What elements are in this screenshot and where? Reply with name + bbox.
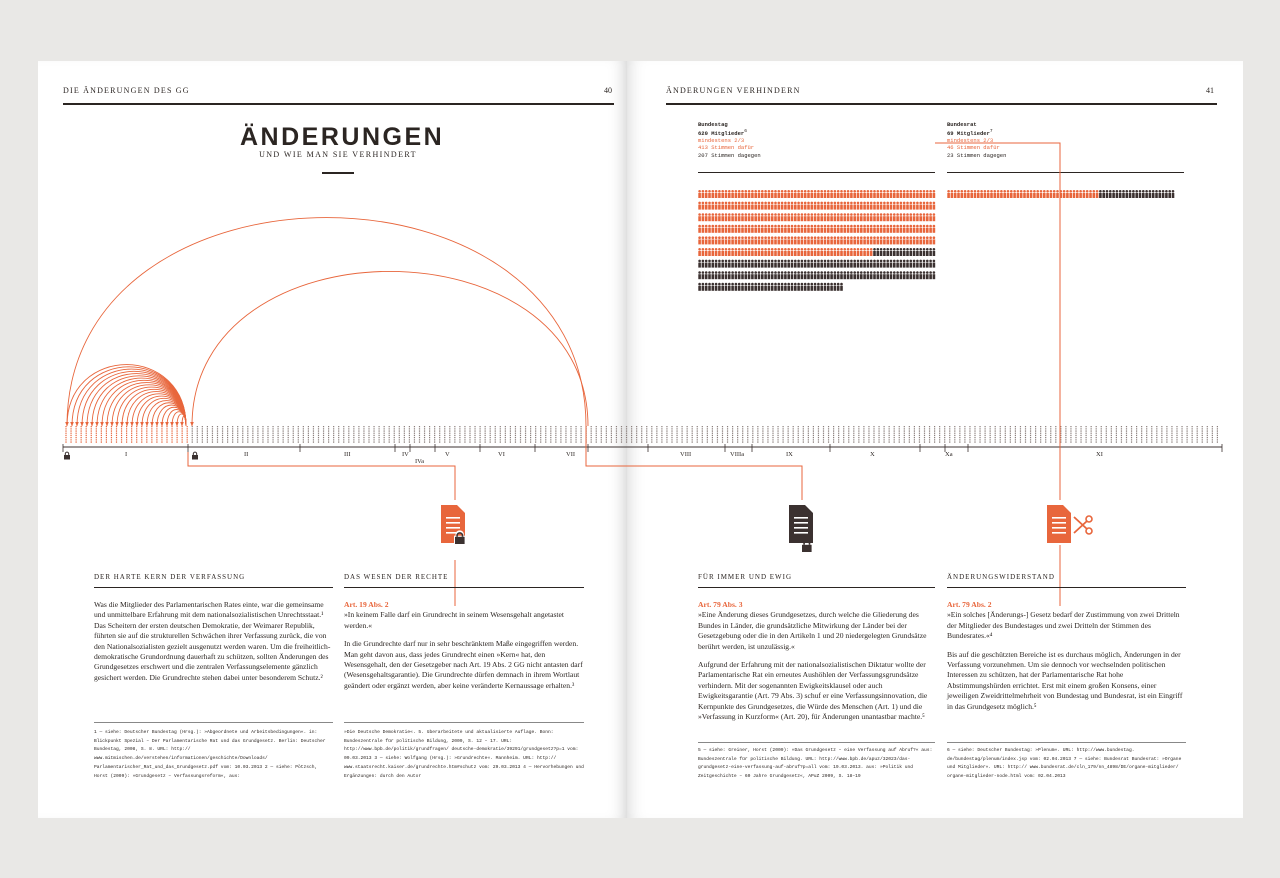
section-text-ewig: Aufgrund der Erfahrung mit der nationalsozialistischen Diktatur wollte der Parlamentarische Rat ein erneutes Aushöhlen der Verfassungsgrundsätze verhindern. Mit der sogenannten Ewigkeitsklausel oder auch Ewigkeitsgarantie (Art. 79 Abs. 3) schuf er eine Verfassungsinnovation, die Kernpunkte des Grundgesetzes, die Würde des Menschen (Art. 1) und die »Verfassung in Kurzform« (Art. 20), für Änderungen unantastbar machte.⁵ bbox=[698, 660, 928, 722]
timeline-section-label: X bbox=[870, 451, 875, 458]
section-body-wesen bbox=[344, 600, 584, 699]
section-heading-wesen: DAS WESEN DER RECHTE bbox=[344, 573, 449, 581]
section-heading-kern: DER HARTE KERN DER VERFASSUNG bbox=[94, 573, 246, 581]
header-rule-left bbox=[63, 103, 614, 105]
timeline-section-label: VII bbox=[566, 451, 576, 458]
article-ref-widerstand: Art. 79 Abs. 2 bbox=[947, 600, 992, 609]
bundesrat-rule bbox=[947, 172, 1184, 173]
bundestag-yes: 413 Stimmen dafür bbox=[698, 144, 755, 152]
running-head-right: ÄNDERUNGEN VERHINDERN bbox=[666, 86, 801, 95]
header-rule-right bbox=[666, 103, 1217, 105]
quote-ewig: »Eine Änderung dieses Grundgesetzes, durch welche die Gliederung des Bundes in Länder, die grundsätzliche Mitwirkung der Länder bei der Gesetzgebung oder die in den Artikeln 1 und 20 niedergelegten Grundsätze berührt werden, ist unzulässig.« bbox=[698, 610, 927, 651]
timeline-section-label: IV bbox=[402, 451, 409, 458]
bundesrat-yes: 46 Stimmen dafür bbox=[947, 144, 1000, 152]
section-text-kern: Was die Mitglieder des Parlamentarischen Rates einte, war die gemeinsame und unmittelbare Erfahrung mit dem nationalsozialistischen Unrechtsstaat.¹ Das Scheitern der ersten deutschen Demokratie, der Weimarer Republik, führten sie auf die strukturellen Schwächen ihrer Verfassung zurück, die von den Nationalsozialisten gezielt ausgenutzt werden waren. Um die freiheitlich-demokratische Grundordnung dauerhaft zu schützen, sollten Änderungen des Grundgesetzes erschwert und die zentralen Verfassungselemente gänzlich gesichert werden. Die Grundrechte stehen dabei unter besonderem Schutz.² bbox=[94, 600, 331, 682]
footnotes-wesen: »Die Deutsche Demokratie«. 5. überarbeitete und aktualisierte Auflage. Bonn: Bundeszentrale für politische Bildung, 2009, S. 12 – 17. URL: http://www.bpb.de/politik/grundfragen/ deutsche-demokratie/39291/grundgesetz?p=1 vom: 09.03.2013 3 — siehe: Wolfgang (Hrsg.): »Grundrechte«. Mannheim. URL: http:// www.staatsrecht.kaiser.de/grundrechte.htm#schutz vom: 29.03.2013 4 — Hervorhebungen und Ergänzungen: durch den Autor bbox=[344, 730, 584, 779]
page-number-left: 40 bbox=[604, 86, 612, 95]
timeline-section-label: VI bbox=[498, 451, 505, 458]
bundesrat-threshold: mindestens 2/3 bbox=[947, 137, 994, 145]
timeline-section-label: VIIIa bbox=[730, 451, 745, 458]
section-rule-kern bbox=[94, 587, 333, 588]
quote-widerstand: »Ein solches [Änderungs-] Gesetz bedarf der Zustimmung von zwei Dritteln der Mitglieder des Bundestages und zwei Dritteln der Stimmen des Bundesrates.«⁴ bbox=[947, 610, 1180, 641]
page-number-right: 41 bbox=[1206, 86, 1214, 95]
section-text-wesen: In die Grundrechte darf nur in sehr beschränktem Maße eingegriffen werden. Man geht davon aus, dass jedes Grundrecht einen »Kern« hat, den Wesensgehalt, den der Gesetzgeber nach Art. 19 Abs. 2 GG nicht antasten darf (Wesensgehaltsgarantie). Die Grundrechte dürfen demnach in ihrem Wortlaut geändert oder ergänzt werden, aber keine veränderte Kernaussage erhalten.³ bbox=[344, 639, 583, 690]
timeline-section-label: I bbox=[125, 451, 128, 458]
running-head-left: DIE ÄNDERUNGEN DES GG bbox=[63, 86, 190, 95]
timeline-section-label: III bbox=[344, 451, 351, 458]
section-heading-widerstand: ÄNDERUNGSWIDERSTAND bbox=[947, 573, 1055, 581]
section-heading-ewig: FÜR IMMER UND EWIG bbox=[698, 573, 793, 581]
timeline-section-label: IVa bbox=[415, 458, 425, 465]
timeline-section-label: II bbox=[244, 451, 249, 458]
bundestag-stats bbox=[698, 121, 761, 159]
timeline-section-label: XI bbox=[1096, 451, 1103, 458]
left-page bbox=[38, 61, 627, 818]
page-title: ÄNDERUNGEN bbox=[240, 123, 445, 151]
bundestag-members-note: 6 bbox=[744, 129, 747, 135]
bundestag-name: Bundestag bbox=[698, 121, 728, 128]
section-rule-widerstand bbox=[947, 587, 1186, 588]
bundesrat-members-note: 7 bbox=[989, 129, 993, 135]
footnotes-widerstand: 6 — siehe: Deutscher Bundestag: »Plenum«. URL: http://www.bundestag. de/bundestag/plenum/index.jsp vom: 02.04.2013 7 — siehe: Bundesrat Bundesrat: »Organe und Mitglieder«. URL: http:// www.bundesrat.de/cln_179/nn_4898/DE/organe-mitglieder/ organe-mitglieder-node.html vom: 02.04.2013 bbox=[947, 748, 1182, 780]
footnote-rule-3 bbox=[698, 742, 935, 743]
article-ref-wesen: Art. 19 Abs. 2 bbox=[344, 600, 389, 609]
page-subtitle: UND WIE MAN SIE VERHINDERT bbox=[259, 150, 417, 159]
section-body-ewig bbox=[698, 600, 935, 730]
section-text-widerstand: Bis auf die geschützten Bereiche ist es durchaus möglich, Änderungen in der Verfassung vorzunehmen. Um sie dennoch vor wechselnden politischen Interessen zu schützen, hat der Parlamentarische Rat hohe Abstimmungshürden errichtet. Erst mit einem großen Konsens, einer jeweiligen Zweidrittelmehrheit von Bundestag und Bundesrat, ist ein Eingriff in das Grundgesetz möglich.⁵ bbox=[947, 649, 1183, 711]
bundesrat-name: Bundesrat bbox=[947, 121, 977, 128]
timeline-section-label: Xa bbox=[945, 451, 953, 458]
bundesrat-stats bbox=[947, 121, 1006, 159]
footnotes-ewig: 5 — siehe: Greiner, Horst (2009): »Das Grundgesetz – eine Verfassung auf Abruf?« aus: Bundeszentrale für politische Bildung. URL: http://www.bpb.de/apuz/32023/das-grundgesetz-eine-verfassung-auf-abruf?p=all vom: 19.03.2013. aus: »Politik und Zeitgeschichte – 60 Jahre Grundgesetz«, APuZ 2009, S. 18–19 bbox=[698, 748, 933, 780]
timeline-section-label: IX bbox=[786, 451, 793, 458]
section-rule-wesen bbox=[344, 587, 584, 588]
bundestag-rule bbox=[698, 172, 935, 173]
bundesrat-no: 23 Stimmen dagegen bbox=[947, 151, 1007, 159]
bundestag-members: 620 Mitglieder bbox=[698, 130, 745, 138]
quote-wesen: »In keinem Falle darf ein Grundrecht in seinem Wesensgehalt angetastet werden.« bbox=[344, 610, 565, 630]
section-body-kern bbox=[94, 600, 333, 691]
article-ref-ewig: Art. 79 Abs. 3 bbox=[698, 600, 743, 609]
footnote-rule-1 bbox=[94, 722, 333, 723]
title-divider bbox=[322, 172, 354, 174]
bundesrat-members: 69 Mitglieder bbox=[947, 130, 990, 138]
timeline-section-label: VIII bbox=[680, 451, 692, 458]
bundestag-no: 207 Stimmen dagegen bbox=[698, 151, 761, 159]
section-rule-ewig bbox=[698, 587, 935, 588]
bundestag-threshold: mindestens 2/3 bbox=[698, 137, 745, 145]
footnote-rule-4 bbox=[947, 742, 1186, 743]
timeline-section-label: V bbox=[445, 451, 450, 458]
footnotes-kern: 1 — siehe: Deutscher Bundestag (Hrsg.): »Abgeordnete und Arbeitsbedingungen«. in: Blickpunkt Spezial – Der Parlamentarische Rat und das Grundgesetz. Berlin: Deutscher Bundestag, 2008, S. 8. URL: http:// www.mitmischen.de/verstehen/informationen/geschichte/Downloads/ Parlamentarischer_Rat_und_das_Grundgesetz.pdf vom: 10.03.2013 2 — siehe: Pötzsch, Horst (2009): »Grundgesetz – Verfassungsreform«, aus: bbox=[94, 730, 326, 779]
footnote-rule-2 bbox=[344, 722, 584, 723]
section-body-widerstand bbox=[947, 600, 1186, 720]
